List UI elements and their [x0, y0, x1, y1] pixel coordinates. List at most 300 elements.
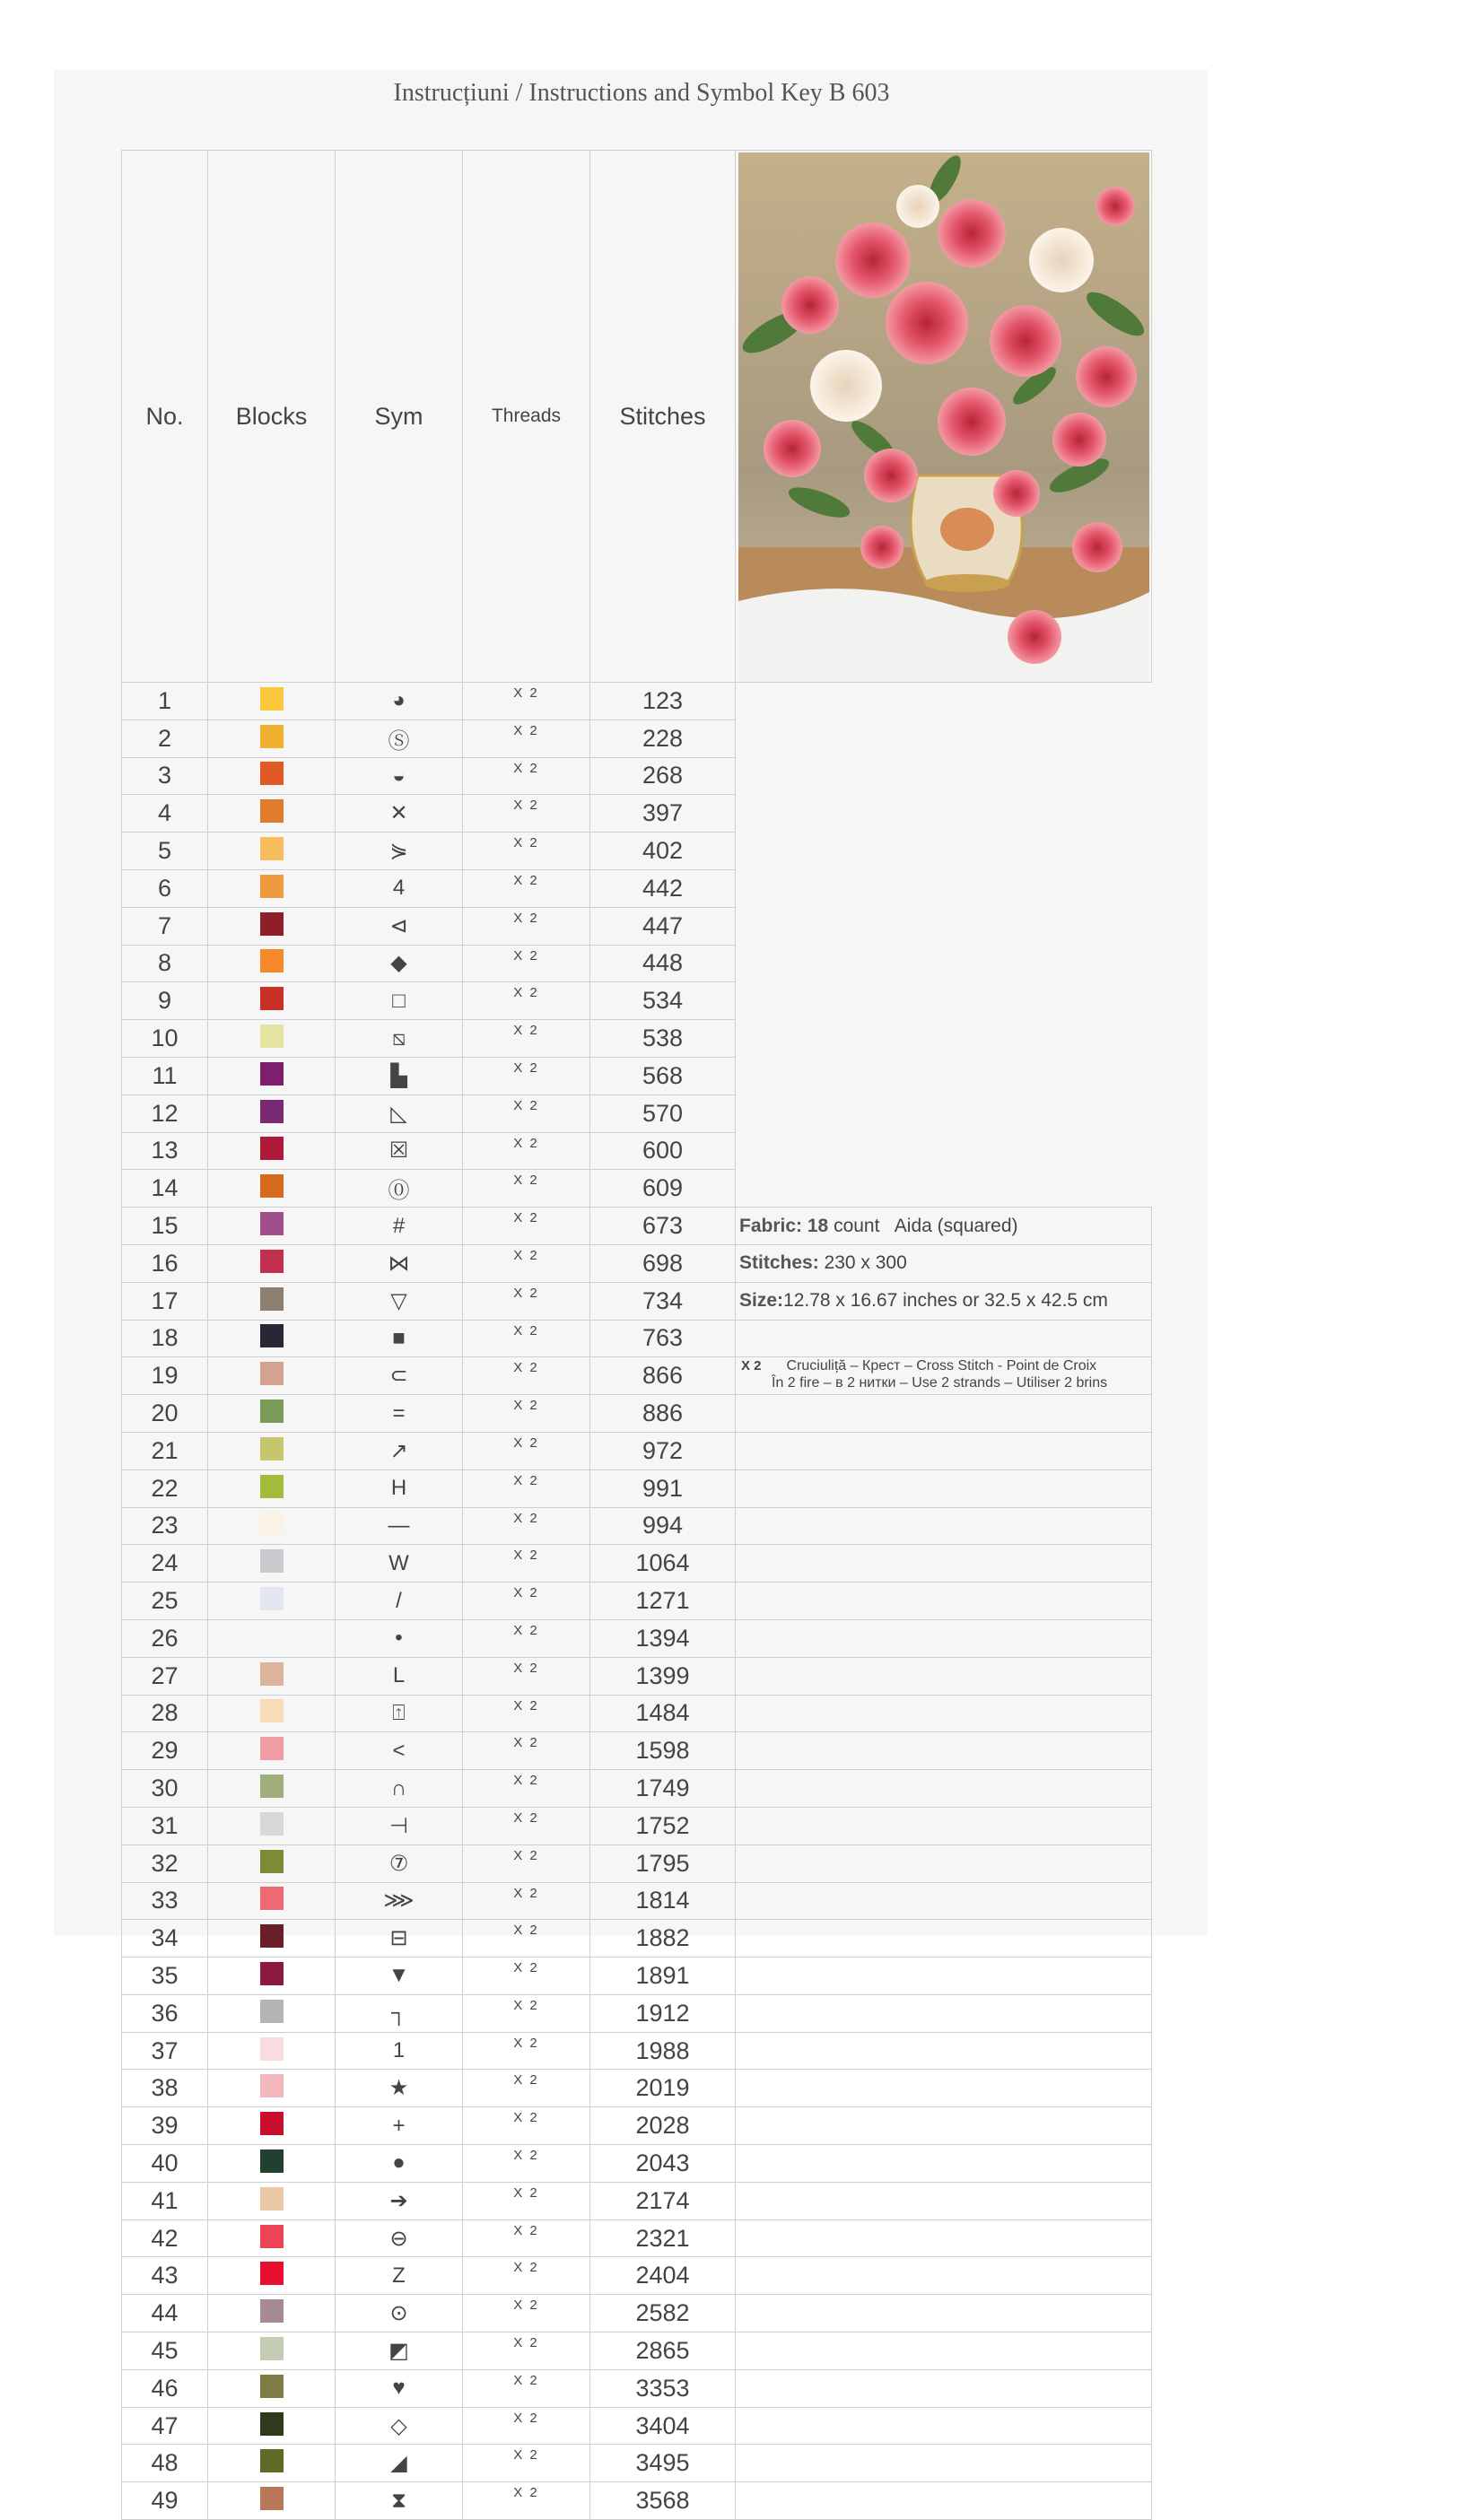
color-block-cell	[208, 2369, 336, 2407]
blank-cell	[736, 2407, 1152, 2445]
blank-cell	[736, 2070, 1152, 2107]
table-row	[122, 1208, 1152, 1245]
blank-cell	[736, 1920, 1152, 1958]
row-number: 14	[122, 1170, 208, 1208]
row-number: 25	[122, 1583, 208, 1620]
color-swatch	[260, 912, 284, 936]
header-blocks: Blocks	[208, 151, 336, 683]
color-swatch	[260, 949, 284, 972]
symbol-icon: ◢	[336, 2445, 463, 2482]
color-block-cell	[208, 907, 336, 945]
row-number: 10	[122, 1020, 208, 1058]
row-number: 24	[122, 1545, 208, 1583]
header-stitches: Stitches	[590, 151, 736, 683]
symbol-icon: —	[336, 1507, 463, 1545]
color-block-cell	[208, 1732, 336, 1770]
threads-count: X 2	[463, 1770, 590, 1808]
color-block-cell	[208, 1395, 336, 1433]
color-swatch	[260, 1512, 284, 1535]
threads-count: X 2	[463, 1732, 590, 1770]
symbol-icon: ⍐	[336, 1695, 463, 1732]
color-swatch	[260, 2262, 284, 2285]
row-number: 29	[122, 1732, 208, 1770]
row-number: 8	[122, 945, 208, 982]
symbol-icon: ☒	[336, 1132, 463, 1170]
table-row	[122, 982, 1152, 1020]
threads-count: X 2	[463, 1432, 590, 1469]
page-title: Instrucțiuni / Instructions and Symbol Key B 603	[393, 79, 890, 107]
stitch-number: 2404	[590, 2257, 736, 2295]
color-swatch	[260, 1850, 284, 1873]
color-swatch	[260, 1212, 284, 1235]
color-block-cell	[208, 2182, 336, 2219]
table-row	[122, 2333, 1152, 2370]
threads-count: X 2	[463, 833, 590, 870]
color-block-cell	[208, 1695, 336, 1732]
row-number: 43	[122, 2257, 208, 2295]
blank-cell	[736, 1432, 1152, 1469]
table-row	[122, 1994, 1152, 2032]
row-number: 2	[122, 719, 208, 757]
symbol-icon: ⊲	[336, 907, 463, 945]
row-number: 7	[122, 907, 208, 945]
table-row	[122, 833, 1152, 870]
symbol-icon: •	[336, 1619, 463, 1657]
symbol-icon: ⋈	[336, 1244, 463, 1282]
row-number: 36	[122, 1994, 208, 2032]
threads-count: X 2	[463, 2145, 590, 2183]
table-row	[122, 1920, 1152, 1958]
table-row	[122, 1882, 1152, 1920]
threads-count: X 2	[463, 1844, 590, 1882]
table-row	[122, 1583, 1152, 1620]
table-row	[122, 1282, 1152, 1320]
table-row	[122, 1244, 1152, 1282]
table-row	[122, 2257, 1152, 2295]
threads-count: X 2	[463, 2445, 590, 2482]
color-swatch	[260, 1324, 284, 1347]
color-block-cell	[208, 2407, 336, 2445]
stitch-number: 600	[590, 1132, 736, 1170]
row-number: 34	[122, 1920, 208, 1958]
row-number: 48	[122, 2445, 208, 2482]
stitch-number: 268	[590, 757, 736, 795]
table-row	[122, 2407, 1152, 2445]
stitch-number: 3495	[590, 2445, 736, 2482]
row-number: 5	[122, 833, 208, 870]
threads-count: X 2	[463, 2070, 590, 2107]
color-block-cell	[208, 1282, 336, 1320]
color-swatch	[260, 1962, 284, 1985]
symbol-icon: 1	[336, 2032, 463, 2070]
symbol-icon: ♥	[336, 2369, 463, 2407]
threads-count: X 2	[463, 2107, 590, 2145]
table-row	[122, 907, 1152, 945]
row-number: 33	[122, 1882, 208, 1920]
fabric-rest: count Aida (squared)	[834, 1215, 1018, 1236]
stitch-number: 1752	[590, 1807, 736, 1844]
blank-cell	[736, 1320, 1152, 1357]
threads-count: X 2	[463, 1882, 590, 1920]
threads-count: X 2	[463, 795, 590, 833]
stitch-number: 228	[590, 719, 736, 757]
blank-cell	[736, 2145, 1152, 2183]
table-row	[122, 1094, 1152, 1132]
threads-count: X 2	[463, 1920, 590, 1958]
table-row	[122, 2482, 1152, 2520]
stitch-number: 886	[590, 1395, 736, 1433]
stitch-number: 568	[590, 1057, 736, 1094]
stitch-number: 994	[590, 1507, 736, 1545]
color-block-cell	[208, 1132, 336, 1170]
row-number: 40	[122, 2145, 208, 2183]
color-block-cell	[208, 1469, 336, 1507]
threads-count: X 2	[463, 683, 590, 720]
color-swatch	[260, 1100, 284, 1123]
table-row	[122, 2070, 1152, 2107]
color-block-cell	[208, 1432, 336, 1469]
color-block-cell	[208, 2482, 336, 2520]
threads-count: X 2	[463, 869, 590, 907]
blank-cell	[736, 1695, 1152, 1732]
threads-count: X 2	[463, 982, 590, 1020]
color-swatch	[260, 2037, 284, 2061]
color-block-cell	[208, 1770, 336, 1808]
color-block-cell	[208, 1545, 336, 1583]
stitch-number: 1882	[590, 1920, 736, 1958]
color-swatch	[260, 2112, 284, 2135]
blank-cell	[736, 2482, 1152, 2520]
table-row	[122, 795, 1152, 833]
stitch-number: 447	[590, 907, 736, 945]
color-block-cell	[208, 2333, 336, 2370]
blank-cell	[736, 2182, 1152, 2219]
stitch-number: 698	[590, 1244, 736, 1282]
symbol-icon: L	[336, 1657, 463, 1695]
table-row	[122, 1732, 1152, 1770]
blank-cell	[736, 2369, 1152, 2407]
row-number: 28	[122, 1695, 208, 1732]
blank-cell	[736, 2219, 1152, 2257]
table-row	[122, 1770, 1152, 1808]
threads-count: X 2	[463, 1094, 590, 1132]
threads-count: X 2	[463, 1545, 590, 1583]
color-block-cell	[208, 2107, 336, 2145]
stitch-number: 442	[590, 869, 736, 907]
blank-cell	[736, 2295, 1152, 2333]
color-block-cell	[208, 719, 336, 757]
symbol-icon: ⧗	[336, 2482, 463, 2520]
color-swatch	[260, 1400, 284, 1423]
color-swatch	[260, 2299, 284, 2323]
color-swatch	[260, 2487, 284, 2510]
symbol-icon: ✕	[336, 795, 463, 833]
stitch-number: 1891	[590, 1958, 736, 1995]
row-number: 18	[122, 1320, 208, 1357]
color-swatch	[260, 2225, 284, 2248]
color-swatch	[260, 2187, 284, 2210]
color-swatch	[260, 2074, 284, 2097]
color-block-cell	[208, 1208, 336, 1245]
stitch-number: 1598	[590, 1732, 736, 1770]
color-swatch	[260, 1025, 284, 1048]
threads-count: X 2	[463, 1282, 590, 1320]
color-block-cell	[208, 2032, 336, 2070]
table-row	[122, 2032, 1152, 2070]
stitch-number: 2321	[590, 2219, 736, 2257]
blank-cell	[736, 1770, 1152, 1808]
stitch-number: 3404	[590, 2407, 736, 2445]
color-swatch	[260, 725, 284, 748]
header-threads: Threads	[463, 151, 590, 683]
stitch-number: 972	[590, 1432, 736, 1469]
threads-count: X 2	[463, 2257, 590, 2295]
blank-cell	[736, 1732, 1152, 1770]
color-swatch	[260, 799, 284, 823]
table-row	[122, 1170, 1152, 1208]
stitch-number: 538	[590, 1020, 736, 1058]
color-block-cell	[208, 945, 336, 982]
row-number: 6	[122, 869, 208, 907]
threads-count: X 2	[463, 945, 590, 982]
table-row	[122, 1057, 1152, 1094]
row-number: 47	[122, 2407, 208, 2445]
row-number: 4	[122, 795, 208, 833]
pattern-preview-image	[738, 153, 1149, 682]
blank-cell	[736, 2257, 1152, 2295]
row-number: 11	[122, 1057, 208, 1094]
legend-line2: În 2 fire – в 2 нитки – Use 2 strands – Utiliser 2 brins	[772, 1375, 1108, 1391]
color-block-cell	[208, 1244, 336, 1282]
threads-count: X 2	[463, 2182, 590, 2219]
stitch-number: 1988	[590, 2032, 736, 2070]
stitch-number: 673	[590, 1208, 736, 1245]
color-block-cell	[208, 2070, 336, 2107]
stitch-number: 866	[590, 1357, 736, 1395]
stitch-number: 763	[590, 1320, 736, 1357]
threads-count: X 2	[463, 1469, 590, 1507]
blank-cell	[736, 2445, 1152, 2482]
blank-cell	[736, 2107, 1152, 2145]
threads-count: X 2	[463, 757, 590, 795]
row-number: 42	[122, 2219, 208, 2257]
symbol-icon: W	[336, 1545, 463, 1583]
symbol-icon: ┐	[336, 1994, 463, 2032]
symbol-icon: ●	[336, 2145, 463, 2183]
stitch-number: 402	[590, 833, 736, 870]
blank-cell	[736, 2333, 1152, 2370]
blank-cell	[736, 1395, 1152, 1433]
blank-cell	[736, 1958, 1152, 1995]
row-number: 15	[122, 1208, 208, 1245]
symbol-icon: ⊣	[336, 1807, 463, 1844]
blank-cell	[736, 1619, 1152, 1657]
color-swatch	[260, 2449, 284, 2472]
header-sym: Sym	[336, 151, 463, 683]
symbol-icon: ⊙	[336, 2295, 463, 2333]
color-swatch	[260, 2149, 284, 2173]
table-row	[122, 1844, 1152, 1882]
color-swatch	[260, 1774, 284, 1798]
color-swatch	[260, 1887, 284, 1910]
table-row	[122, 2445, 1152, 2482]
color-block-cell	[208, 1320, 336, 1357]
table-row	[122, 683, 1152, 720]
threads-count: X 2	[463, 1132, 590, 1170]
table-row	[122, 2295, 1152, 2333]
symbol-icon: /	[336, 1583, 463, 1620]
symbol-icon: ↗	[336, 1432, 463, 1469]
symbol-icon: ◕	[336, 683, 463, 720]
row-number: 27	[122, 1657, 208, 1695]
table-row	[122, 945, 1152, 982]
row-number: 17	[122, 1282, 208, 1320]
color-swatch	[260, 762, 284, 785]
symbol-icon: H	[336, 1469, 463, 1507]
color-swatch	[260, 1737, 284, 1760]
threads-count: X 2	[463, 1208, 590, 1245]
color-block-cell	[208, 1507, 336, 1545]
color-swatch	[260, 687, 284, 711]
symbol-icon: ⋙	[336, 1882, 463, 1920]
color-swatch	[260, 2337, 284, 2360]
threads-count: X 2	[463, 2219, 590, 2257]
stitch-number: 1814	[590, 1882, 736, 1920]
table-row	[122, 1469, 1152, 1507]
threads-count: X 2	[463, 719, 590, 757]
stitch-number: 3568	[590, 2482, 736, 2520]
table-row	[122, 869, 1152, 907]
color-swatch	[260, 1174, 284, 1198]
color-block-cell	[208, 1094, 336, 1132]
color-block-cell	[208, 1657, 336, 1695]
symbol-icon: ⓪	[336, 1170, 463, 1208]
color-swatch	[260, 1662, 284, 1686]
stitch-number: 1484	[590, 1695, 736, 1732]
stitch-number: 991	[590, 1469, 736, 1507]
color-block-cell	[208, 1020, 336, 1058]
row-number: 45	[122, 2333, 208, 2370]
stitch-number: 1795	[590, 1844, 736, 1882]
threads-count: X 2	[463, 1057, 590, 1094]
threads-count: X 2	[463, 1958, 590, 1995]
color-swatch	[260, 875, 284, 898]
table-row	[122, 1020, 1152, 1058]
color-block-cell	[208, 1882, 336, 1920]
row-number: 3	[122, 757, 208, 795]
table-row	[122, 2145, 1152, 2183]
stitches-value: 230 x 300	[824, 1252, 907, 1274]
symbol-icon: ◒	[336, 757, 463, 795]
color-swatch	[260, 837, 284, 860]
table-row	[122, 1132, 1152, 1170]
table-row	[122, 1958, 1152, 1995]
row-number: 22	[122, 1469, 208, 1507]
symbol-key-table	[121, 150, 1152, 2520]
color-swatch	[260, 1062, 284, 1086]
stitch-legend	[736, 1357, 1152, 1395]
color-block-cell	[208, 1057, 336, 1094]
stitch-number: 609	[590, 1170, 736, 1208]
symbol-icon: 4	[336, 869, 463, 907]
symbol-icon: ⊖	[336, 2219, 463, 2257]
symbol-icon: =	[336, 1395, 463, 1433]
color-swatch	[260, 1362, 284, 1385]
color-swatch	[260, 1625, 284, 1648]
threads-count: X 2	[463, 1994, 590, 2032]
info-size	[736, 1282, 1152, 1320]
color-swatch	[260, 1924, 284, 1948]
row-number: 49	[122, 2482, 208, 2520]
row-number: 1	[122, 683, 208, 720]
row-number: 44	[122, 2295, 208, 2333]
symbol-icon: ⑦	[336, 1844, 463, 1882]
color-block-cell	[208, 683, 336, 720]
stitch-number: 1064	[590, 1545, 736, 1583]
color-block-cell	[208, 2219, 336, 2257]
preview-cell	[736, 151, 1152, 683]
blank-cell	[736, 2032, 1152, 2070]
stitch-number: 2582	[590, 2295, 736, 2333]
color-block-cell	[208, 757, 336, 795]
blank-cell	[736, 1469, 1152, 1507]
stitch-number: 734	[590, 1282, 736, 1320]
row-number: 37	[122, 2032, 208, 2070]
color-block-cell	[208, 1170, 336, 1208]
threads-count: X 2	[463, 1619, 590, 1657]
threads-count: X 2	[463, 1020, 590, 1058]
blank-cell	[736, 1844, 1152, 1882]
threads-count: X 2	[463, 1244, 590, 1282]
symbol-icon: ■	[336, 1320, 463, 1357]
table-row	[122, 1507, 1152, 1545]
table-row	[122, 2182, 1152, 2219]
size-label: Size:	[739, 1290, 784, 1312]
blank-cell	[736, 1994, 1152, 2032]
symbol-icon: ⊂	[336, 1357, 463, 1395]
color-swatch	[260, 1437, 284, 1461]
row-number: 12	[122, 1094, 208, 1132]
row-number: 23	[122, 1507, 208, 1545]
stitch-number: 2174	[590, 2182, 736, 2219]
stitch-number: 2865	[590, 2333, 736, 2370]
stitch-number: 1271	[590, 1583, 736, 1620]
blank-cell	[736, 1583, 1152, 1620]
row-number: 35	[122, 1958, 208, 1995]
row-number: 31	[122, 1807, 208, 1844]
threads-count: X 2	[463, 1357, 590, 1395]
color-block-cell	[208, 1807, 336, 1844]
row-number: 46	[122, 2369, 208, 2407]
threads-count: X 2	[463, 1657, 590, 1695]
size-value: 12.78 x 16.67 inches or 32.5 x 42.5 cm	[783, 1290, 1108, 1312]
table-row	[122, 1395, 1152, 1433]
stitch-number: 1394	[590, 1619, 736, 1657]
table-row	[122, 1619, 1152, 1657]
stitch-number: 1912	[590, 1994, 736, 2032]
stitch-number: 570	[590, 1094, 736, 1132]
symbol-icon: ▼	[336, 1958, 463, 1995]
fabric-label: Fabric:	[739, 1215, 803, 1236]
table-row	[122, 719, 1152, 757]
color-block-cell	[208, 833, 336, 870]
color-block-cell	[208, 1958, 336, 1995]
symbol-icon: ➔	[336, 2182, 463, 2219]
table-row	[122, 2369, 1152, 2407]
table-row	[122, 1545, 1152, 1583]
color-block-cell	[208, 2145, 336, 2183]
threads-count: X 2	[463, 1170, 590, 1208]
